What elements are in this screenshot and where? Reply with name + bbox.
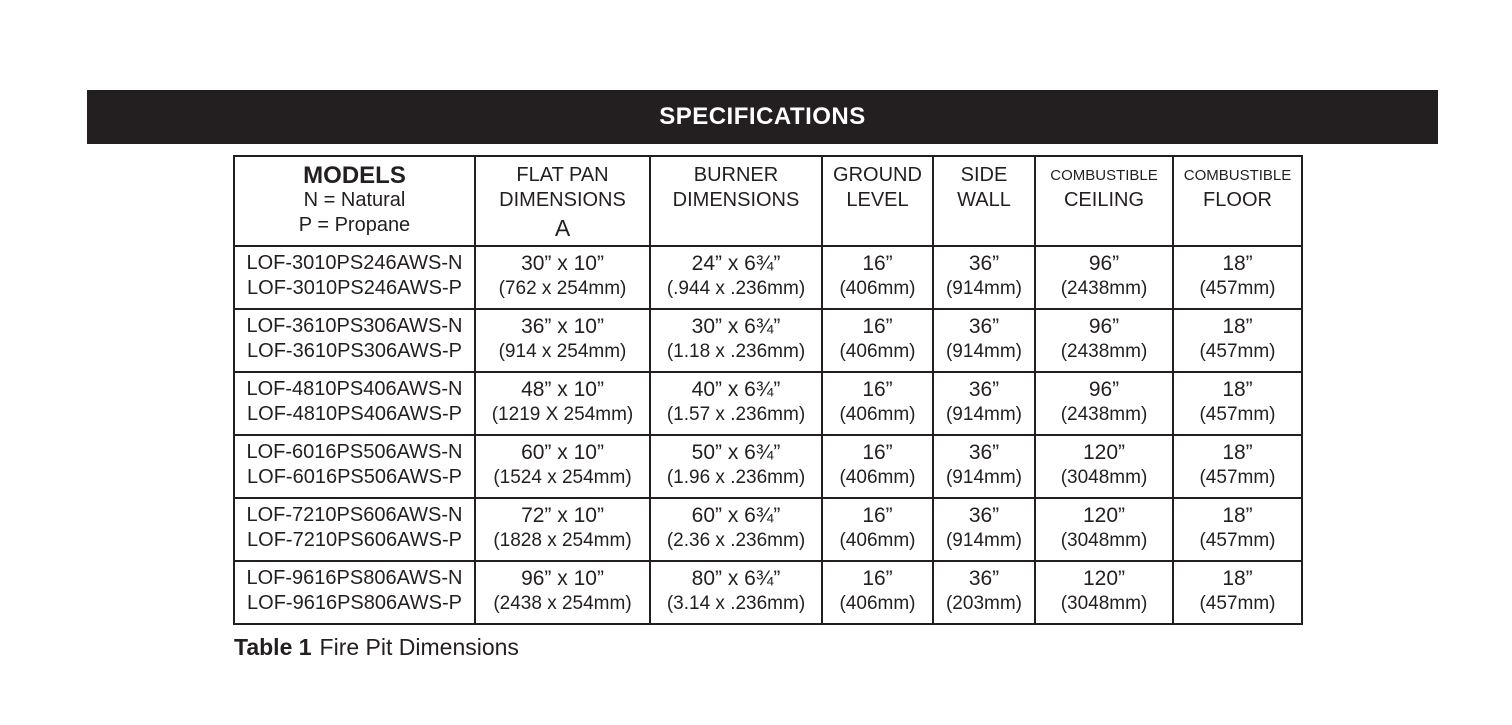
burner-inches: 60” x 6¾”: [691, 504, 781, 527]
floor-inches: 18”: [1222, 567, 1253, 590]
cell-ceiling: [1035, 498, 1173, 561]
ceiling-inches: 120”: [1082, 441, 1126, 464]
models-propane-legend: P = Propane: [298, 214, 411, 236]
header-side-wall: [933, 156, 1035, 246]
banner-title: SPECIFICATIONS: [659, 103, 866, 130]
ground-inches: 16”: [862, 504, 893, 527]
side-inches: 36”: [968, 504, 1000, 527]
model-propane: LOF-9616PS806AWS-P: [247, 592, 462, 614]
flat-pan-mm: (1828 x 254mm): [493, 530, 632, 551]
burner-mm: (1.57 x .236mm): [666, 404, 806, 425]
flat-pan-label: A: [554, 215, 571, 241]
ground-mm: (406mm): [839, 278, 916, 299]
cell-models: [234, 435, 475, 498]
ground-line1: GROUND: [833, 164, 922, 186]
model-propane: LOF-3610PS306AWS-P: [247, 340, 462, 362]
cell-ceiling: [1035, 309, 1173, 372]
cell-flat-pan: [475, 246, 650, 309]
burner-mm: (1.96 x .236mm): [666, 467, 806, 488]
header-burner: [650, 156, 822, 246]
burner-inches: 24” x 6¾”: [691, 252, 781, 275]
ceiling-inches: 120”: [1082, 504, 1126, 527]
ceiling-mm: (3048mm): [1060, 467, 1148, 488]
side-mm: (914mm): [945, 404, 1022, 425]
flat-pan-mm: (1524 x 254mm): [493, 467, 632, 488]
cell-side-wall: [933, 435, 1035, 498]
flat-pan-inches: 60” x 10”: [521, 441, 604, 464]
cell-flat-pan: [475, 435, 650, 498]
specifications-banner: [87, 90, 1438, 144]
cell-side-wall: [933, 498, 1035, 561]
specifications-table: [233, 155, 1303, 625]
ceiling-mm: (3048mm): [1060, 593, 1148, 614]
model-propane: LOF-6016PS506AWS-P: [247, 466, 462, 488]
model-propane: LOF-4810PS406AWS-P: [247, 403, 462, 425]
model-natural: LOF-7210PS606AWS-N: [246, 504, 463, 526]
cell-burner: [650, 309, 822, 372]
side-line2: WALL: [957, 189, 1011, 211]
caption-text: Fire Pit Dimensions: [319, 634, 519, 660]
side-mm: (914mm): [945, 530, 1022, 551]
ceiling-line2: CEILING: [1063, 189, 1145, 211]
cell-flat-pan: [475, 498, 650, 561]
ceiling-inches: 120”: [1082, 567, 1126, 590]
cell-ceiling: [1035, 372, 1173, 435]
flat-pan-line2: DIMENSIONS: [499, 189, 626, 211]
ground-inches: 16”: [862, 441, 893, 464]
header-ground-level: [822, 156, 933, 246]
burner-mm: (.944 x .236mm): [666, 278, 806, 299]
cell-flat-pan: [475, 561, 650, 624]
ceiling-mm: (2438mm): [1060, 278, 1148, 299]
cell-floor: [1173, 246, 1302, 309]
cell-models: [234, 246, 475, 309]
header-flat-pan: [475, 156, 650, 246]
flat-pan-inches: 48” x 10”: [521, 378, 604, 401]
model-natural: LOF-9616PS806AWS-N: [246, 567, 463, 589]
floor-mm: (457mm): [1199, 530, 1276, 551]
header-combustible-ceiling: [1035, 156, 1173, 246]
model-natural: LOF-3010PS246AWS-N: [246, 252, 463, 274]
cell-ground-level: [822, 309, 933, 372]
burner-mm: (1.18 x .236mm): [666, 341, 806, 362]
cell-ceiling: [1035, 246, 1173, 309]
side-inches: 36”: [968, 441, 1000, 464]
cell-flat-pan: [475, 309, 650, 372]
flat-pan-mm: (1219 X 254mm): [491, 404, 634, 425]
burner-line1: BURNER: [693, 164, 779, 186]
cell-ground-level: [822, 561, 933, 624]
flat-pan-line1: FLAT PAN: [516, 164, 609, 186]
cell-floor: [1173, 498, 1302, 561]
cell-floor: [1173, 309, 1302, 372]
flat-pan-inches: 72” x 10”: [521, 504, 604, 527]
burner-inches: 30” x 6¾”: [691, 315, 781, 338]
cell-flat-pan: [475, 372, 650, 435]
ground-mm: (406mm): [839, 530, 916, 551]
side-mm: (203mm): [945, 593, 1022, 614]
cell-side-wall: [933, 372, 1035, 435]
ceiling-inches: 96”: [1088, 315, 1120, 338]
side-inches: 36”: [968, 252, 1000, 275]
cell-floor: [1173, 435, 1302, 498]
model-natural: LOF-3610PS306AWS-N: [246, 315, 463, 337]
flat-pan-mm: (762 x 254mm): [498, 278, 627, 299]
ground-inches: 16”: [862, 378, 893, 401]
cell-ground-level: [822, 246, 933, 309]
flat-pan-mm: (2438 x 254mm): [493, 593, 632, 614]
flat-pan-inches: 30” x 10”: [521, 252, 604, 275]
cell-ground-level: [822, 498, 933, 561]
side-inches: 36”: [968, 378, 1000, 401]
ground-mm: (406mm): [839, 593, 916, 614]
ground-mm: (406mm): [839, 467, 916, 488]
table-row: [234, 498, 1302, 561]
ground-inches: 16”: [862, 567, 893, 590]
cell-models: [234, 561, 475, 624]
model-propane: LOF-7210PS606AWS-P: [247, 529, 462, 551]
side-inches: 36”: [968, 315, 1000, 338]
cell-burner: [650, 561, 822, 624]
side-mm: (914mm): [945, 278, 1022, 299]
floor-mm: (457mm): [1199, 467, 1276, 488]
side-mm: (914mm): [945, 467, 1022, 488]
cell-burner: [650, 372, 822, 435]
burner-inches: 40” x 6¾”: [691, 378, 781, 401]
cell-side-wall: [933, 246, 1035, 309]
model-natural: LOF-4810PS406AWS-N: [246, 378, 463, 400]
burner-inches: 80” x 6¾”: [691, 567, 781, 590]
model-natural: LOF-6016PS506AWS-N: [246, 441, 463, 463]
burner-inches: 50” x 6¾”: [691, 441, 781, 464]
header-models: [234, 156, 475, 246]
burner-line2: DIMENSIONS: [672, 189, 800, 211]
cell-burner: [650, 435, 822, 498]
burner-mm: (3.14 x .236mm): [666, 593, 806, 614]
cell-burner: [650, 246, 822, 309]
header-row: [234, 156, 1302, 246]
cell-burner: [650, 498, 822, 561]
flat-pan-inches: 96” x 10”: [521, 567, 604, 590]
cell-floor: [1173, 372, 1302, 435]
floor-mm: (457mm): [1199, 593, 1276, 614]
model-propane: LOF-3010PS246AWS-P: [247, 277, 462, 299]
header-combustible-floor: [1173, 156, 1302, 246]
cell-floor: [1173, 561, 1302, 624]
ceiling-mm: (3048mm): [1060, 530, 1148, 551]
table-row: [234, 435, 1302, 498]
cell-side-wall: [933, 309, 1035, 372]
cell-ground-level: [822, 435, 933, 498]
floor-inches: 18”: [1222, 252, 1253, 275]
floor-inches: 18”: [1222, 504, 1253, 527]
table-row: [234, 309, 1302, 372]
ground-inches: 16”: [862, 315, 893, 338]
ground-mm: (406mm): [839, 404, 916, 425]
ground-mm: (406mm): [839, 341, 916, 362]
floor-mm: (457mm): [1199, 278, 1276, 299]
table-row: [234, 372, 1302, 435]
floor-inches: 18”: [1222, 315, 1253, 338]
floor-line1: COMBUSTIBLE: [1183, 167, 1292, 184]
cell-ceiling: [1035, 435, 1173, 498]
floor-inches: 18”: [1222, 378, 1253, 401]
cell-side-wall: [933, 561, 1035, 624]
table-row: [234, 561, 1302, 624]
cell-models: [234, 309, 475, 372]
ceiling-mm: (2438mm): [1060, 404, 1148, 425]
models-natural-legend: N = Natural: [303, 189, 406, 211]
floor-mm: (457mm): [1199, 404, 1276, 425]
side-line1: SIDE: [960, 164, 1008, 186]
floor-inches: 18”: [1222, 441, 1253, 464]
ceiling-inches: 96”: [1088, 252, 1120, 275]
cell-ground-level: [822, 372, 933, 435]
cell-models: [234, 498, 475, 561]
ceiling-mm: (2438mm): [1060, 341, 1148, 362]
floor-line2: FLOOR: [1203, 189, 1272, 211]
cell-ceiling: [1035, 561, 1173, 624]
ground-inches: 16”: [862, 252, 893, 275]
caption-label: Table 1: [234, 634, 312, 660]
flat-pan-mm: (914 x 254mm): [498, 341, 627, 362]
ground-line2: LEVEL: [846, 189, 909, 211]
models-title: MODELS: [303, 162, 406, 189]
table-caption: [234, 634, 519, 661]
ceiling-line1: COMBUSTIBLE: [1050, 167, 1158, 184]
burner-mm: (2.36 x .236mm): [666, 530, 806, 551]
flat-pan-inches: 36” x 10”: [521, 315, 604, 338]
table-row: [234, 246, 1302, 309]
side-mm: (914mm): [945, 341, 1022, 362]
floor-mm: (457mm): [1199, 341, 1276, 362]
side-inches: 36”: [968, 567, 1000, 590]
ceiling-inches: 96”: [1088, 378, 1120, 401]
cell-models: [234, 372, 475, 435]
